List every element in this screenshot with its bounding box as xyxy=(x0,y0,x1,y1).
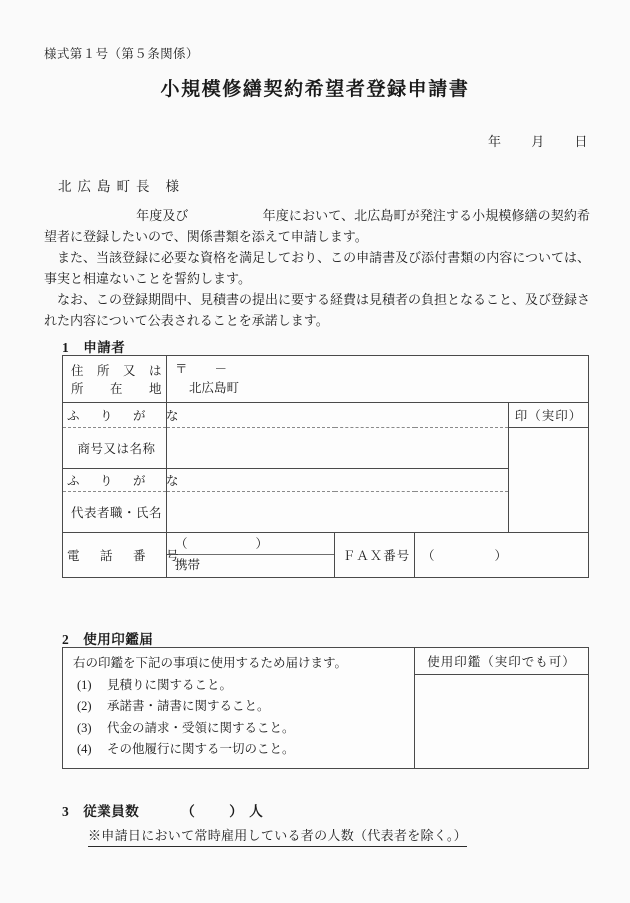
date-month-label: 月 xyxy=(531,134,545,149)
date-day-label: 日 xyxy=(574,134,588,149)
section-3-title: 従業員数 xyxy=(83,804,140,819)
furigana-representative-value[interactable] xyxy=(167,468,509,491)
list-item-label: 承諾書・請書に関すること。 xyxy=(107,699,270,713)
company-name-label: 商号又は名称 xyxy=(63,427,167,468)
date-line xyxy=(488,131,588,150)
list-item xyxy=(73,696,404,718)
seal-box-stamp-area[interactable] xyxy=(415,675,589,769)
telephone-paren-open: （ xyxy=(175,536,188,551)
body-paragraph-3: なお、この登録期間中、見積書の提出に要する経費は見積者の負担となること、及び登録された内容について公表されることを承諾します。 xyxy=(44,292,591,329)
date-year-label: 年 xyxy=(487,134,502,149)
address-label-cell xyxy=(63,356,167,403)
list-item-index: (2) xyxy=(77,699,92,713)
seal-registration-table xyxy=(62,647,589,769)
section-1-title: 申請者 xyxy=(83,340,126,355)
employee-unit: 人 xyxy=(249,804,264,819)
section-2-title: 使用印鑑届 xyxy=(83,632,154,647)
seal-stamp-area[interactable] xyxy=(509,427,589,532)
body-para1-b: 年度において、北広島町が発注する小規模修繕の契約希望者に登録したいので、関係書類を添えて申請します。 xyxy=(44,208,590,245)
representative-label: 代表者職・氏名 xyxy=(63,491,167,532)
fax-value-cell[interactable] xyxy=(415,532,589,577)
section-2-heading xyxy=(62,628,153,648)
employee-paren-open: （ xyxy=(181,804,196,819)
form-number: 様式第１号（第５条関係） xyxy=(44,47,199,61)
furigana-company-value[interactable] xyxy=(167,402,509,427)
seal-usage-lead: 右の印鑑を下記の事項に使用するため届けます。 xyxy=(73,656,348,670)
fax-paren-close: ） xyxy=(494,548,508,563)
company-name-value[interactable] xyxy=(167,427,509,468)
section-1-number: 1 xyxy=(62,340,70,355)
seal-label-cell: 印（実印） xyxy=(509,402,589,427)
employee-paren-close: ） xyxy=(229,804,244,819)
table-row-company-name xyxy=(63,427,589,468)
addressee xyxy=(58,175,179,195)
list-item-index: (1) xyxy=(77,677,92,692)
list-item-label: 代金の請求・受領に関すること。 xyxy=(107,720,295,735)
telephone-paren-close: ） xyxy=(255,536,269,551)
furigana-representative-label: ふ り が な xyxy=(63,468,167,491)
list-item xyxy=(73,739,404,761)
address-town-value: 北広島町 xyxy=(189,380,240,395)
postal-mark-icon: 〒 xyxy=(175,362,189,376)
section-3-number: 3 xyxy=(62,804,70,819)
fax-paren-open: （ xyxy=(422,548,435,563)
postal-code-line xyxy=(175,360,580,379)
address-value-cell[interactable] xyxy=(167,356,589,403)
table-row-telephone xyxy=(63,532,589,577)
section-3-heading xyxy=(62,800,263,820)
body-paragraph-2: また、当該登録に必要な資格を満足しており、この申請書及び添付書類の内容については、事実と相違ないことを誓約します。 xyxy=(44,250,590,287)
seal-usage-list xyxy=(73,675,404,761)
page-title: 小規模修繕契約希望者登録申請書 xyxy=(160,79,470,100)
body-text xyxy=(44,205,590,331)
list-item xyxy=(73,718,404,740)
section-3-note: ※申請日において常時雇用している者の人数（代表者を除く。） xyxy=(88,825,467,847)
list-item-index: (3) xyxy=(77,720,92,735)
mobile-number-field[interactable] xyxy=(167,555,334,576)
body-paragraph-1 xyxy=(44,205,590,247)
mobile-label: 携帯 xyxy=(175,557,201,572)
table-row-furigana-company xyxy=(63,402,589,427)
list-item-index: (4) xyxy=(77,742,92,756)
table-row-seal-header xyxy=(63,648,589,675)
section-1-heading xyxy=(62,336,125,356)
telephone-number-field[interactable] xyxy=(167,534,334,555)
addressee-town: 北広島町長 xyxy=(58,179,156,194)
fax-label: ＦＡＸ番号 xyxy=(335,532,415,577)
list-item-label: その他履行に関する一切のこと。 xyxy=(107,742,295,756)
list-item xyxy=(73,675,404,697)
section-2-number: 2 xyxy=(62,632,70,647)
list-item-label: 見積りに関すること。 xyxy=(107,677,233,692)
address-label-line2: 所 在 地 xyxy=(70,381,162,396)
address-label-line1: 住 所 又 は xyxy=(70,363,162,378)
employee-count-field[interactable] xyxy=(181,804,243,819)
applicant-table xyxy=(62,355,589,578)
table-row-address xyxy=(63,356,589,403)
seal-box-label: 使用印鑑（実印でも可） xyxy=(415,648,589,675)
telephone-value-cell[interactable] xyxy=(167,532,335,577)
body-para1-a: 年度及び xyxy=(136,208,189,223)
seal-usage-list-cell xyxy=(63,648,415,769)
postal-dash: － xyxy=(214,362,229,376)
furigana-company-label: ふ り が な xyxy=(63,402,167,427)
representative-value[interactable] xyxy=(167,491,509,532)
addressee-honorific: 様 xyxy=(165,179,179,194)
telephone-label: 電 話 番 号 xyxy=(63,532,167,577)
